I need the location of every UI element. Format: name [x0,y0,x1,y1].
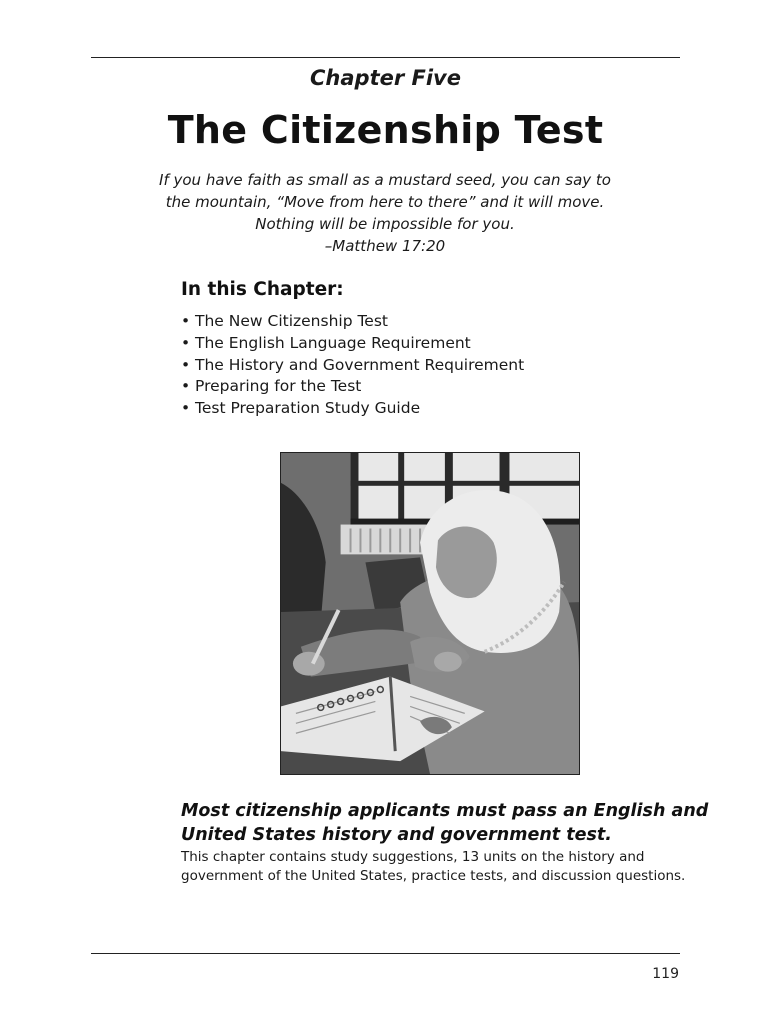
epigraph [150,169,620,257]
summary-body-line: government of the United States, practice tests, and discussion questions. [181,868,686,884]
summary-lead [181,799,708,847]
list-item-label: Preparing for the Test [195,377,362,396]
summary-lead-line: Most citizenship applicants must pass an English and [181,801,709,821]
list-item [181,398,524,420]
list-item [181,376,524,398]
list-item [181,333,524,355]
bullet-icon: • [181,312,191,330]
list-item-label: Test Preparation Study Guide [195,399,421,418]
in-this-chapter-heading: In this Chapter: [181,279,344,300]
bullet-icon: • [181,399,191,418]
bottom-rule [91,953,680,954]
summary-body [181,848,685,886]
epigraph-attribution: –Matthew 17:20 [324,237,446,255]
epigraph-line: If you have faith as small as a mustard seed, you can say to [159,171,611,189]
list-item-label: The History and Government Requirement [195,355,525,374]
photo-illustration [281,453,579,774]
chapter-label: Chapter Five [310,66,461,90]
epigraph-line: the mountain, “Move from here to there” and it will move. [165,193,605,211]
summary-lead-line: United States history and government test. [181,825,612,845]
summary-body-line: This chapter contains study suggestions, 13 units on the history and [181,849,645,865]
page-number: 119 [652,966,679,982]
list-item-label: The New Citizenship Test [195,312,388,330]
list-item [181,355,524,377]
bullet-icon: • [181,355,191,374]
bullet-icon: • [181,377,191,396]
top-rule [91,57,680,58]
bullet-icon: • [181,333,191,352]
epigraph-line: Nothing will be impossible for you. [255,215,515,233]
list-item [181,311,524,333]
student-photo [280,452,580,775]
chapter-topics-list [181,311,524,420]
list-item-label: The English Language Requirement [195,333,471,352]
chapter-title: The Citizenship Test [167,108,604,152]
